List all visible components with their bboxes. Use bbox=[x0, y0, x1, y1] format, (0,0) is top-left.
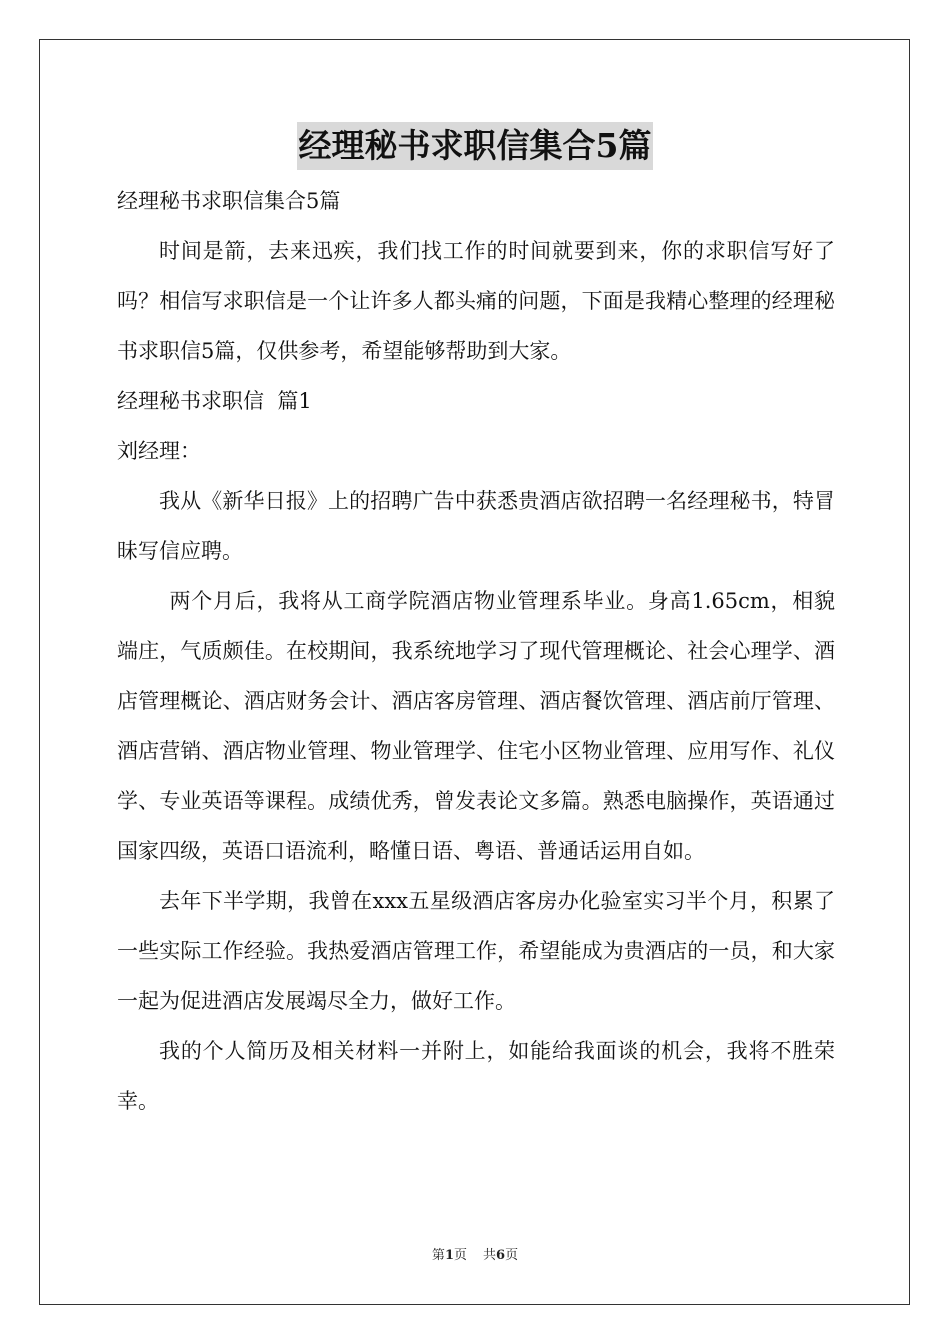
section-heading: 经理秘书求职信 篇1 bbox=[117, 389, 312, 413]
page-number-suffix: 页 bbox=[453, 1248, 467, 1263]
intro-paragraph: 时间是箭，去来迅疾，我们找工作的时间就要到来，你的求职信写好了吗？相信写求职信是一个让许多人都头痛的问题，下面是我精心整理的经理秘书求职信5篇，仅供参考，希望能够帮助到大家。 bbox=[117, 239, 835, 363]
page-number-current: 1 bbox=[444, 1248, 454, 1263]
document-body bbox=[117, 176, 835, 1126]
document-subtitle: 经理秘书求职信集合5篇 bbox=[117, 189, 341, 213]
body-paragraph: 去年下半学期，我曾在xxx五星级酒店客房办化验室实习半个月，积累了一些实际工作经验。我热爱酒店管理工作，希望能成为贵酒店的一员，和大家一起为促进酒店发展竭尽全力，做好工作。 bbox=[117, 889, 835, 1013]
body-paragraph: 我从《新华日报》上的招聘广告中获悉贵酒店欲招聘一名经理秘书，特冒昧写信应聘。 bbox=[117, 489, 835, 563]
salutation: 刘经理： bbox=[117, 439, 201, 463]
body-paragraph: 我的个人简历及相关材料一并附上，如能给我面谈的机会，我将不胜荣幸。 bbox=[117, 1039, 835, 1113]
page-number-prefix: 第 bbox=[431, 1248, 445, 1263]
document-title: 经理秘书求职信集合5篇 bbox=[297, 122, 654, 170]
total-pages-suffix: 页 bbox=[505, 1248, 519, 1263]
title-area bbox=[0, 122, 950, 170]
total-pages-prefix: 共 bbox=[483, 1248, 497, 1263]
total-pages-count: 6 bbox=[496, 1248, 506, 1263]
page-footer bbox=[0, 1244, 950, 1263]
body-paragraph: 两个月后，我将从工商学院酒店物业管理系毕业。身高1.65cm，相貌端庄，气质颇佳。在校期间，我系统地学习了现代管理概论、社会心理学、酒店管理概论、酒店财务会计、酒店客房管理、酒店餐饮管理、酒店前厅管理、酒店营销、酒店物业管理、物业管理学、住宅小区物业管理、应用写作、礼仪学、专业英语等课程。成绩优秀，曾发表论文多篇。熟悉电脑操作，英语通过国家四级，英语口语流利，略懂日语、粤语、普通话运用自如。 bbox=[117, 589, 835, 863]
